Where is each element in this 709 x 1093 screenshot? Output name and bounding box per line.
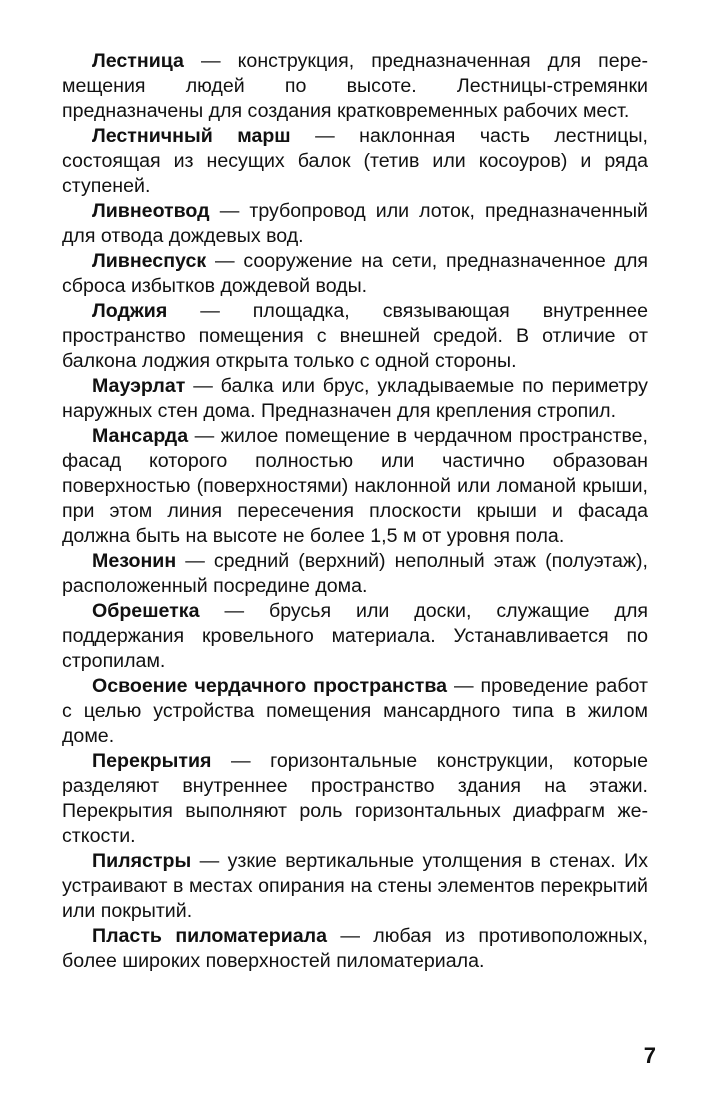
glossary-definition: — жилое помещение в чердачном пространстве, фасад которого полностью или частично образован поверхностью (поверхностями) наклонной или ломаной крыши, при этом линия пересечения плоскости крыши и фасада должна быть на высоте не более 1,5 м от уровня пола. <box>62 425 648 547</box>
glossary-term: Перекрытия <box>92 750 212 772</box>
glossary-term: Мезонин <box>92 550 177 572</box>
glossary-definition: — проведение работ с целью устройства помещения мансардного типа в жилом доме. <box>62 675 648 747</box>
glossary-definition: — брусья или доски, служащие для поддержания кровельного материала. Устанавливается по стропилам. <box>62 600 648 672</box>
glossary-term: Обрешетка <box>92 600 200 622</box>
glossary-entry <box>62 924 648 974</box>
glossary-entry <box>62 124 648 199</box>
glossary-term: Лестничный марш <box>92 125 291 147</box>
glossary-entry <box>62 599 648 674</box>
glossary-definition: — балка или брус, укладываемые по периметру наружных стен дома. Предназначен для крепления стропил. <box>62 375 648 422</box>
glossary-term: Ливнеспуск <box>92 250 207 272</box>
glossary-entry <box>62 849 648 924</box>
glossary-definition: — трубопровод или лоток, предназначенный для отвода дождевых вод. <box>62 200 648 247</box>
glossary-entry <box>62 374 648 424</box>
page-number: 7 <box>643 1043 656 1068</box>
glossary-entry <box>62 199 648 249</box>
glossary-definition: — сооружение на сети, предназначенное для сброса избытков дождевой воды. <box>62 250 648 297</box>
glossary-definition: — площадка, связывающая внутреннее пространство помещения с внешней средой. В отличие от балкона лоджия открыта только с одной стороны. <box>62 300 648 372</box>
glossary-entry <box>62 424 648 549</box>
glossary-definition: — конструкция, предназначенная для перемещения людей по высоте. Лестницы-стремянки предназначены для создания кратковременных рабочих мест. <box>62 50 649 122</box>
glossary-entry <box>62 299 648 374</box>
glossary-term: Лоджия <box>92 300 168 322</box>
glossary-term: Ливнеотвод <box>92 200 210 222</box>
glossary-entry <box>62 49 648 124</box>
glossary-term: Пилястры <box>92 850 192 872</box>
glossary-term: Пласть пиломатериала <box>92 925 327 947</box>
glossary-definition: — наклонная часть лестницы, состоящая из несущих балок (тетив или косоуров) и ряда ступеней. <box>62 125 648 197</box>
glossary-entry <box>62 674 648 749</box>
glossary-term: Освоение чердачного пространства <box>92 675 448 697</box>
glossary-definition: — горизонтальные конструкции, которые разделяют внутреннее пространство здания на этажи. Перекрытия выполняют роль горизонтальных диафрагм жесткости. <box>62 750 649 847</box>
glossary-entry <box>62 549 648 599</box>
glossary-term: Лестница <box>92 50 184 72</box>
glossary-entry <box>62 249 648 299</box>
glossary-page <box>62 49 648 974</box>
glossary-definition: — узкие вертикальные утолщения в стенах. Их устраивают в местах опирания на стены элементов перекрытий или покрытий. <box>62 850 648 922</box>
glossary-term: Мауэрлат <box>92 375 186 397</box>
glossary-term: Мансарда <box>92 425 189 447</box>
glossary-entry <box>62 749 648 849</box>
glossary-definition: — средний (верхний) неполный этаж (полуэтаж), расположенный посредине дома. <box>62 550 648 597</box>
glossary-definition: — любая из противоположных, более широких поверхностей пиломатериала. <box>62 925 648 972</box>
